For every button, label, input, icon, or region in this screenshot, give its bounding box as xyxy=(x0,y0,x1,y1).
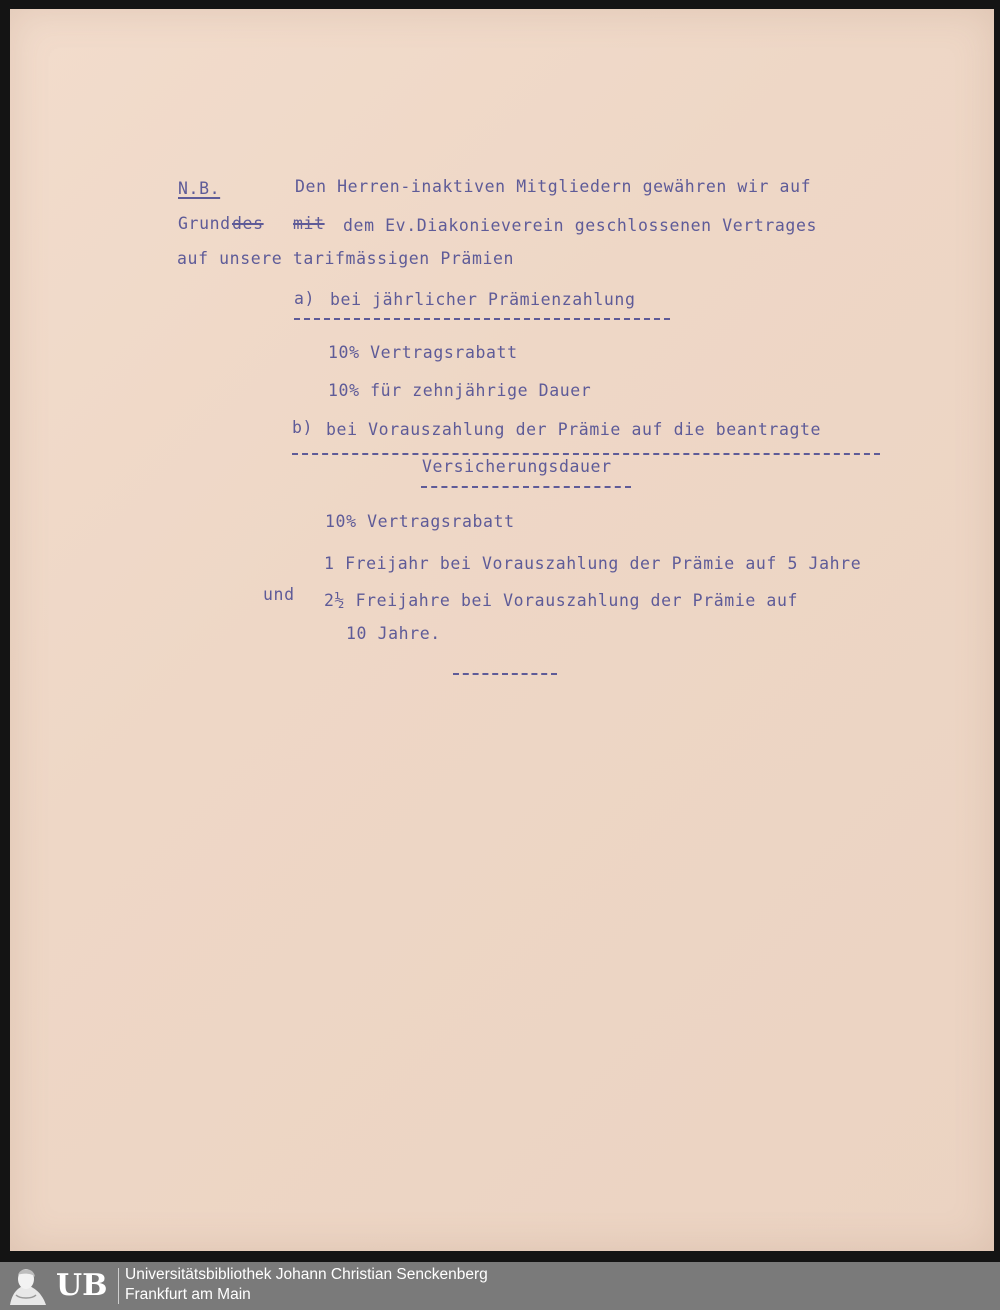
section-b-underline-2 xyxy=(421,486,631,488)
section-a-underline xyxy=(294,318,670,320)
footer-divider xyxy=(118,1268,119,1304)
section-b-item-3: 2½ Freijahre bei Vorauszahlung der Prämie auf xyxy=(324,591,799,610)
section-a-item-2: 10% für zehnjährige Dauer xyxy=(328,381,592,400)
section-b-heading-line-2: Versicherungsdauer xyxy=(422,457,612,476)
section-b-prefix: b) xyxy=(292,418,314,437)
struck-word-des: des xyxy=(232,214,264,233)
section-a-prefix: a) xyxy=(294,289,316,308)
intro-line-2-rest: dem Ev.Diakonieverein geschlossenen Vertrages xyxy=(343,216,818,235)
nb-label: N.B. xyxy=(178,179,221,198)
library-name: Universitätsbibliothek Johann Christian Senckenberg xyxy=(125,1266,488,1283)
document-page xyxy=(10,9,994,1251)
section-b-underline xyxy=(292,453,880,455)
closing-dash-line xyxy=(453,673,557,675)
section-b-item-4: 10 Jahre. xyxy=(346,624,441,643)
section-a-heading: bei jährlicher Prämienzahlung xyxy=(330,290,636,309)
intro-line-3: auf unsere tarifmässigen Prämien xyxy=(177,249,515,268)
section-b-item-2: 1 Freijahr bei Vorauszahlung der Prämie auf 5 Jahre xyxy=(324,554,862,573)
section-b-und: und xyxy=(263,585,295,604)
library-footer-bar xyxy=(0,1262,1000,1310)
portrait-logo-icon xyxy=(4,1265,50,1307)
section-a-item-1: 10% Vertragsrabatt xyxy=(328,343,518,362)
library-city: Frankfurt am Main xyxy=(125,1286,251,1303)
intro-line-2-grund: Grund xyxy=(178,214,231,233)
struck-word-mit: mit xyxy=(293,214,325,233)
section-b-heading: bei Vorauszahlung der Prämie auf die beantragte xyxy=(326,420,822,439)
intro-line-1: Den Herren-inaktiven Mitgliedern gewähren wir auf xyxy=(295,177,812,196)
section-b-item-1: 10% Vertragsrabatt xyxy=(325,512,515,531)
ub-logo: UB xyxy=(56,1268,108,1303)
